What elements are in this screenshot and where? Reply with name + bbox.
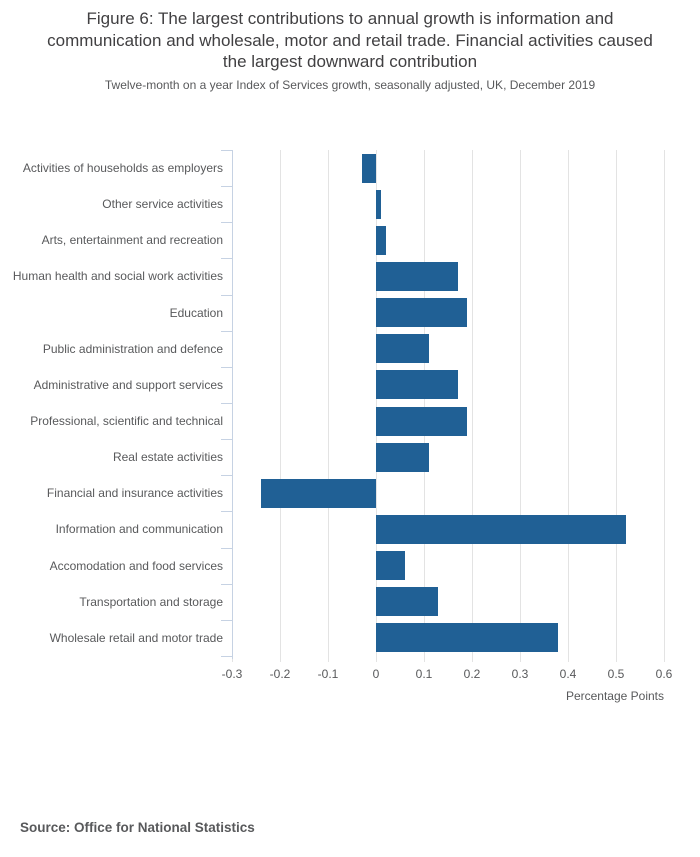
x-axis-tick-labels — [221, 667, 673, 683]
x-tick-label: 0.1 — [415, 667, 433, 681]
gridline — [280, 150, 281, 662]
chart-bar[interactable] — [376, 623, 558, 652]
chart-bar[interactable] — [376, 443, 429, 472]
gridline — [520, 150, 521, 662]
source-attribution: Source: Office for National Statistics — [20, 820, 255, 835]
category-tick — [221, 258, 232, 259]
category-tick — [221, 439, 232, 440]
category-tick — [221, 511, 232, 512]
x-tick-label: -0.3 — [221, 667, 243, 681]
x-tick-label: 0.6 — [655, 667, 673, 681]
x-tick-label: 0.2 — [463, 667, 481, 681]
x-tick-label: -0.1 — [317, 667, 339, 681]
chart-bar[interactable] — [376, 370, 458, 399]
category-label: Administrative and support services — [33, 377, 223, 392]
chart-bar[interactable] — [376, 334, 429, 363]
category-tick — [221, 150, 232, 151]
gridline — [568, 150, 569, 662]
category-tick — [221, 367, 232, 368]
category-label: Activities of households as employers — [22, 161, 223, 176]
category-tick — [221, 222, 232, 223]
category-label: Professional, scientific and technical — [30, 414, 223, 429]
x-axis-title: Percentage Points — [565, 689, 664, 703]
x-tick-label: -0.2 — [269, 667, 291, 681]
plot-area — [232, 150, 664, 656]
chart-bar[interactable] — [376, 262, 458, 291]
gridline — [664, 150, 665, 662]
chart-bar[interactable] — [376, 551, 405, 580]
category-axis-labels — [0, 150, 223, 656]
chart-bar[interactable] — [376, 587, 438, 616]
category-tick — [221, 295, 232, 296]
category-tick — [221, 331, 232, 332]
category-label: Real estate activities — [112, 450, 223, 465]
category-label: Arts, entertainment and recreation — [41, 233, 223, 248]
chart-bar[interactable] — [362, 154, 376, 183]
category-label: Accomodation and food services — [49, 558, 223, 573]
x-tick-label: 0.5 — [607, 667, 625, 681]
chart-bar[interactable] — [376, 190, 381, 219]
category-label: Public administration and defence — [42, 341, 223, 356]
category-label: Other service activities — [102, 197, 223, 212]
chart-bar[interactable] — [376, 407, 467, 436]
category-label: Financial and insurance activities — [46, 486, 223, 501]
chart-title-text: Figure 6: The largest contributions to annual growth is information and communication and wholesale, motor and retail trade. Financial activities caused the largest downward contribution — [47, 9, 653, 71]
chart-bar[interactable] — [261, 479, 376, 508]
x-tick-label: 0.3 — [511, 667, 529, 681]
chart-subtitle: Twelve-month on a year Index of Services growth, seasonally adjusted, UK, December 2019 — [104, 78, 596, 92]
category-tick — [221, 403, 232, 404]
category-tick — [221, 656, 232, 657]
category-label: Information and communication — [55, 522, 223, 537]
gridline — [616, 150, 617, 662]
category-label: Transportation and storage — [79, 594, 223, 609]
x-tick-label: 0.4 — [559, 667, 577, 681]
category-label: Human health and social work activities — [12, 269, 223, 284]
category-tick — [221, 620, 232, 621]
category-label: Education — [169, 305, 223, 320]
chart-bar[interactable] — [376, 298, 467, 327]
gridline — [472, 150, 473, 662]
category-tick — [221, 584, 232, 585]
category-tick — [221, 548, 232, 549]
x-tick-label: 0 — [372, 667, 380, 681]
category-tick — [221, 186, 232, 187]
category-axis-line — [232, 150, 233, 659]
chart-bar[interactable] — [376, 515, 626, 544]
category-tick — [221, 475, 232, 476]
category-label: Wholesale retail and motor trade — [49, 630, 223, 645]
gridline — [328, 150, 329, 662]
chart-bar[interactable] — [376, 226, 386, 255]
